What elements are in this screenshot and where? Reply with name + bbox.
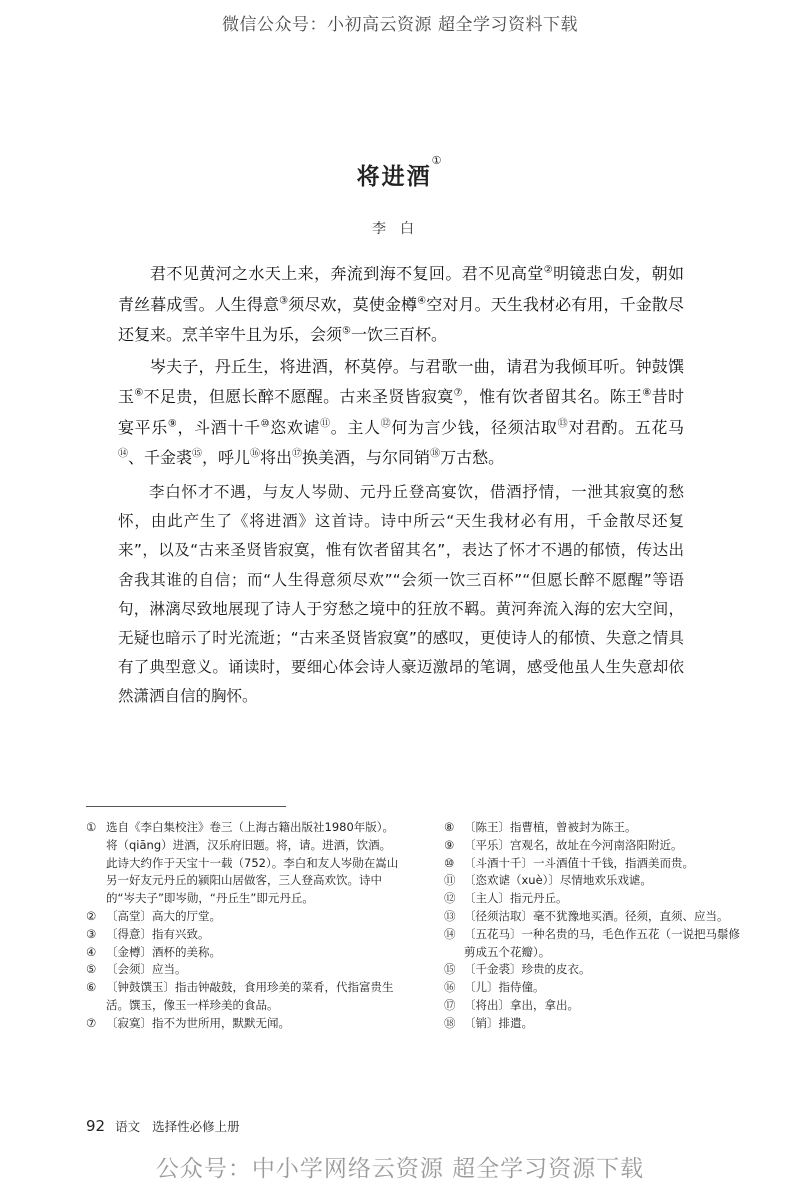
footnote-item: [444, 979, 744, 997]
footnote-number: ④: [86, 944, 97, 959]
poem-text-segment: 明镜悲白发，朝如青丝暮成雪。人生得意: [118, 264, 684, 314]
footnote-number: ⑥: [86, 980, 97, 995]
note-marker: ⑤: [342, 325, 351, 337]
poem-text-segment: 不足贵，但愿长醉不愿醒。古来圣贤皆寂寞: [143, 387, 454, 406]
volume-label: 选择性必修上册: [152, 1119, 240, 1134]
footnote-text: 〔销〕排遣。: [464, 1015, 533, 1030]
footnote-text: 〔陈王〕指曹植，曾被封为陈王。: [464, 820, 637, 834]
poem-text-segment: 、千金裘: [128, 448, 193, 467]
footnote-number: ⑦: [86, 1015, 97, 1030]
footnotes-left-column: [86, 819, 402, 1033]
footnote-number: ②: [86, 908, 97, 923]
footnote-text: 〔得意〕指有兴致。: [106, 926, 210, 941]
poem-stanza-2: [118, 352, 684, 474]
note-marker: ⑭: [118, 448, 128, 460]
poem-stanza-1: [118, 259, 684, 351]
footnote-number: ⑱: [444, 1015, 456, 1030]
note-marker: ⑯: [250, 448, 261, 460]
footnote-number: ⑧: [444, 820, 455, 834]
footnote-item: [444, 1015, 744, 1033]
note-marker: ⑰: [292, 448, 303, 460]
title-note-marker: ①: [431, 154, 444, 167]
poem-text-segment: ，呼儿: [202, 448, 251, 467]
poem-text-segment: 对君酌。五花马: [568, 417, 684, 437]
poem-text-segment: ，斗酒十千: [177, 417, 261, 437]
poem-text-segment: ，惟有饮者留其名。陈王: [462, 387, 643, 406]
footnote-number: ⑭: [444, 926, 456, 941]
note-marker: ⑥: [134, 387, 144, 399]
footnote-number: ③: [86, 926, 97, 941]
footnote-item: [86, 926, 402, 944]
page-footer: [86, 1117, 240, 1135]
footnote-text: 〔将出〕拿出，拿出。: [464, 997, 579, 1012]
subject-label: 语文: [115, 1119, 141, 1134]
footnote-item: [444, 837, 744, 855]
note-marker: ⑪: [320, 418, 331, 430]
footnote-item: [444, 997, 744, 1015]
footnote-number: ⑨: [444, 837, 455, 852]
poem-text-segment: 何为言少钱，径须沽取: [391, 417, 558, 437]
footnote-number: ⑪: [444, 873, 456, 888]
poem-text-segment: 换美酒，与尔同销: [302, 448, 431, 467]
footer-watermark: 公众号：中小学网络云资源 超全学习资源下载: [155, 1156, 645, 1182]
poem-text-segment: 空对月。天生我材必有用，千金散尽还复来。烹羊宰牛且为乐，会须: [118, 294, 684, 344]
note-marker: ⑮: [192, 448, 203, 460]
poem-title: [0, 154, 800, 191]
footnote-text: 〔金樽〕酒杯的美称。: [106, 944, 221, 959]
footnote-item: [86, 908, 402, 926]
footnote-text: 〔恣欢谑（xuè）〕尽情地欢乐戏谑。: [464, 873, 652, 888]
note-marker: ②: [543, 264, 554, 276]
footnote-number: ⑯: [444, 980, 456, 995]
poem-author: 李白: [372, 221, 428, 237]
footnote-item: [444, 926, 744, 962]
poem-text-segment: 须尽欢，莫使金樽: [288, 294, 418, 314]
header-watermark: 微信公众号：小初高云资源 超全学习资料下载: [222, 15, 578, 35]
page-number: 92: [86, 1117, 106, 1135]
footnote-text: 〔主人〕指元丹丘。: [464, 891, 568, 906]
footnote-number: ⑮: [444, 962, 456, 977]
footnote-number: ⑩: [444, 855, 455, 870]
footnote-item: [444, 961, 744, 979]
footnote-text: 〔径须沽取〕毫不犹豫地买酒。径须，直须、应当。: [464, 908, 729, 923]
footnote-text: 〔会须〕应当。: [106, 962, 187, 977]
poem-text-segment: 恣欢谑: [270, 417, 321, 437]
footnote-text: 〔五花马〕一种名贵的马，毛色作五花（一说把马鬃修剪成五个花瓣）。: [464, 926, 740, 959]
poem-text-segment: 君不见黄河之水天上来，奔流到海不复回。君不见高堂: [150, 264, 544, 283]
footnote-item: [86, 979, 402, 1015]
poem-title-text: 将进酒: [356, 163, 432, 190]
footnote-text: 〔平乐〕宫观名，故址在今河南洛阳附近。: [464, 837, 683, 852]
footnote-text: 〔高堂〕高大的厅堂。: [106, 908, 221, 923]
footnote-number: ⑫: [444, 891, 456, 906]
poem-text-segment: 万古愁。: [440, 448, 505, 467]
footnote-item: [444, 872, 744, 890]
poem-text-segment: 昔时宴平乐: [118, 387, 684, 437]
footnote-text: 选自《李白集校注》卷三（上海古籍出版社1980年版）。将（qiāng）进酒，汉乐府旧题。将，请。进酒，饮酒。此诗大约作于天宝十一载（752）。李白和友人岑勋在嵩山另一好友元丹丘的颍阳山居做客，三人登高欢饮。诗中的“岑夫子”即岑勋，“丹丘生”即元丹丘。: [106, 820, 399, 906]
footnote-number: ⑰: [444, 997, 456, 1012]
note-marker: ④: [417, 295, 427, 307]
footnote-text: 〔斗酒十千〕一斗酒值十千钱，指酒美而贵。: [464, 855, 694, 870]
footnote-item: [86, 944, 402, 962]
poem-text-segment: 一饮三百杯。: [350, 325, 447, 344]
footnote-item: [86, 1015, 402, 1033]
footnote-item: [86, 961, 402, 979]
note-marker: ⑨: [167, 418, 178, 430]
footnotes-right-column: [444, 819, 744, 1033]
note-marker: ⑱: [430, 448, 441, 460]
note-marker: ⑬: [557, 418, 569, 430]
note-marker: ③: [279, 295, 289, 307]
note-marker: ⑫: [380, 418, 392, 430]
poem-text-segment: 岑夫子，丹丘生，将进酒，杯莫停。与君歌一曲，请君为我倾耳听。钟鼓馔玉: [118, 356, 684, 406]
footnote-item: [444, 890, 744, 908]
poem-body: [118, 259, 684, 474]
footnote-number: ①: [86, 820, 97, 834]
footnote-text: 〔寂寞〕指不为世所用，默默无闻。: [106, 1015, 290, 1030]
note-marker: ⑦: [453, 387, 463, 399]
footnote-item: [444, 819, 744, 837]
note-marker: ⑧: [642, 387, 652, 399]
footnote-item: [86, 819, 402, 908]
footnote-item: [444, 908, 744, 926]
footnote-text: 〔钟鼓馔玉〕指击钟敲鼓，食用珍美的菜肴，代指富贵生活。馔玉，像玉一样珍美的食品。: [106, 980, 394, 1012]
reading-commentary: 李白怀才不遇，与友人岑勋、元丹丘登高宴饮，借酒抒情，一泄其寂寞的愁怀，由此产生了《将进酒》这首诗。诗中所云“天生我材必有用，千金散尽还复来”，以及“古来圣贤皆寂寞，惟有饮者留其名”，表达了怀才不遇的郁愤，传达出舍我其谁的自信；而“人生得意须尽欢”“会须一饮三百杯”“但愿长醉不愿醒”等语句，淋漓尽致地展现了诗人于穷愁之境中的狂放不羁。黄河奔流入海的宏大空间，无疑也暗示了时光流逝；“古来圣贤皆寂寞”的感叹，更使诗人的郁愤、失意之情具有了典型意义。诵读时，要细心体会诗人豪迈激昂的笔调，感受他虽人生失意却依然潇洒自信的胸怀。: [118, 483, 684, 706]
footnote-divider: [86, 806, 286, 807]
poem-text-segment: 将出: [260, 448, 293, 467]
footnote-number: ⑬: [444, 908, 456, 923]
footnote-text: 〔千金裘〕珍贵的皮衣。: [464, 962, 591, 977]
note-marker: ⑩: [260, 418, 271, 430]
footnote-text: 〔儿〕指侍僮。: [464, 980, 545, 995]
footnote-number: ⑤: [86, 962, 97, 977]
footnote-item: [444, 855, 744, 873]
poem-text-segment: 。主人: [330, 417, 381, 437]
